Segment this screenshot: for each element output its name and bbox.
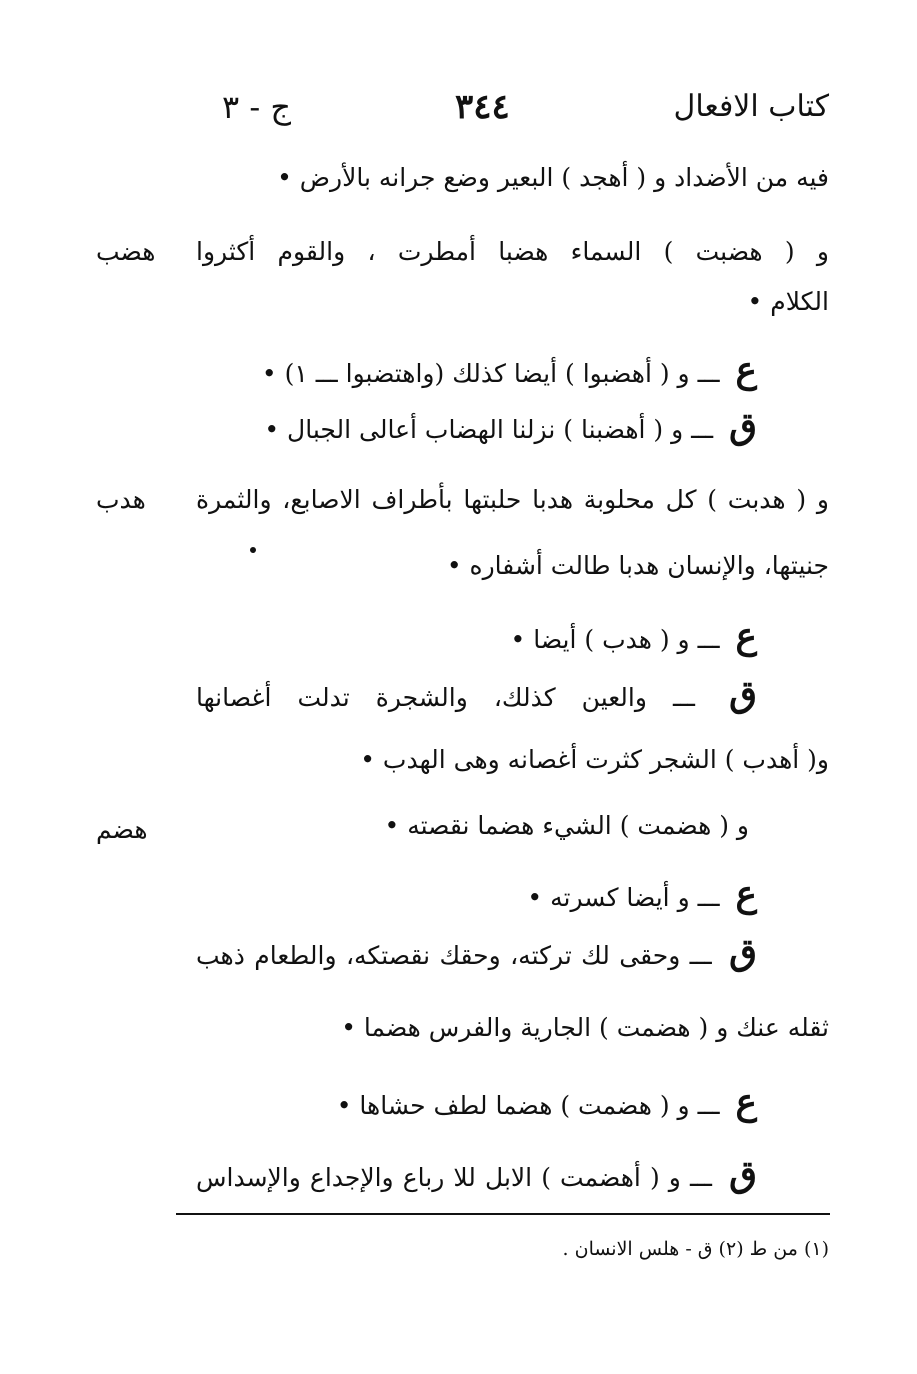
stray-ink-dot: [250, 547, 256, 553]
line-text: ـــ وحقى لك تركته، وحقك نقصتكه، والطعام ذهب: [196, 941, 712, 970]
line-text: و ( هضمت ) الشيء هضما نقصته •: [384, 811, 749, 840]
line-text: ـــ و ( أهضبنا ) نزلنا الهضاب أعالى الجبال •: [264, 415, 714, 444]
margin-root-word: هضب: [96, 237, 156, 266]
line-text: جنيتها، والإنسان هدبا طالت أشفاره •: [446, 551, 829, 580]
line-text: الكلام •: [747, 287, 829, 316]
margin-root-word: هدب: [96, 485, 146, 514]
manuscript-siglum: ق: [729, 673, 758, 715]
text-line: [511, 614, 757, 658]
text-line: [196, 1152, 757, 1196]
line-text: ـــ والعين كذلك، والشجرة تدلت أغصانها: [196, 683, 695, 712]
text-line: [748, 280, 829, 324]
text-line: [527, 872, 757, 916]
text-line: [196, 930, 757, 974]
text-line: [196, 672, 757, 716]
text-line: [264, 404, 757, 448]
margin-root-word: هضم: [96, 815, 148, 844]
text-line: [360, 738, 829, 782]
manuscript-siglum: ق: [729, 1153, 757, 1195]
footnote: (١) من ط (٢) ق - هلس الانسان .: [562, 1238, 829, 1260]
text-line: [337, 1080, 757, 1124]
line-text: ـــ و ( أهضبوا ) أيضا كذلك (واهتضبوا ـــ ١) •: [261, 359, 720, 388]
line-text: ـــ و أيضا كسرته •: [527, 883, 720, 912]
line-text: ـــ و ( هدب ) أيضا •: [510, 625, 720, 654]
text-line: [447, 544, 829, 588]
text-line: [385, 804, 749, 848]
line-text: ـــ و ( أهضمت ) الابل للا رباع والإجداع والإسداس: [196, 1163, 712, 1192]
line-text: و ( هضبت ) السماء هضبا أمطرت ، والقوم أكثروا: [196, 237, 829, 266]
manuscript-siglum: ع: [735, 615, 757, 657]
running-title: كتاب الافعال: [673, 89, 829, 124]
manuscript-siglum: ع: [735, 349, 757, 391]
manuscript-siglum: ق: [729, 405, 757, 447]
line-text: فيه من الأضداد و ( أهجد ) البعير وضع جرانه بالأرض •: [277, 163, 829, 192]
line-text: ثقله عنك و ( هضمت ) الجارية والفرس هضما •: [341, 1013, 829, 1042]
volume-part: ج - ٣: [222, 88, 291, 126]
text-line: [196, 478, 829, 522]
text-line: [341, 1006, 829, 1050]
text-line: [196, 230, 829, 274]
page-number: ٣٤٤: [455, 87, 510, 127]
footnote-rule: [176, 1213, 830, 1215]
line-text: ـــ و ( هضمت ) هضما لطف حشاها •: [336, 1091, 720, 1120]
manuscript-siglum: ع: [735, 873, 757, 915]
text-line: [277, 156, 829, 200]
manuscript-siglum: ع: [735, 1081, 757, 1123]
text-line: [262, 348, 757, 392]
line-text: و( أهدب ) الشجر كثرت أغصانه وهى الهدب •: [360, 745, 829, 774]
manuscript-siglum: ق: [729, 931, 757, 973]
line-text: و ( هدبت ) كل محلوبة هدبا حلبتها بأطراف الاصابع، والثمرة: [196, 485, 829, 514]
